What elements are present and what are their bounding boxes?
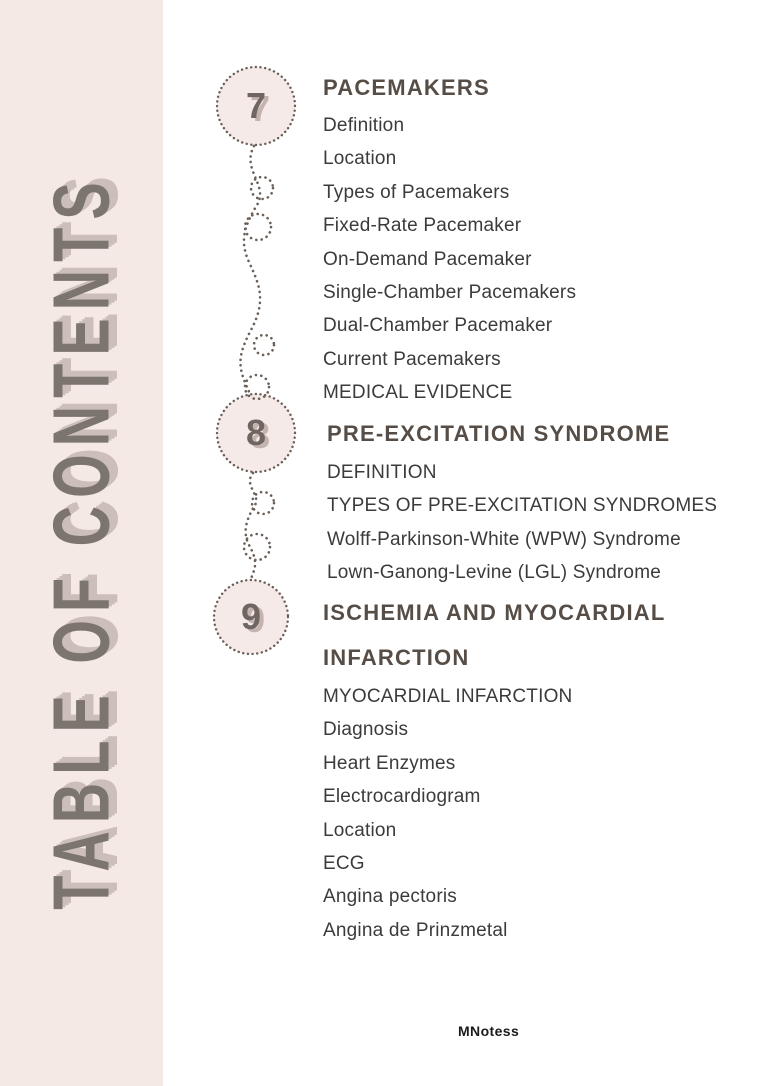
toc-item: Location bbox=[323, 148, 397, 170]
toc-item: Angina pectoris bbox=[323, 886, 457, 908]
toc-item: Lown-Ganong-Levine (LGL) Syndrome bbox=[327, 562, 661, 584]
section-title: ISCHEMIA AND MYOCARDIAL INFARCTION bbox=[323, 600, 666, 670]
toc-item: MYOCARDIAL INFARCTION bbox=[323, 686, 573, 707]
toc-item: Single-Chamber Pacemakers bbox=[323, 282, 577, 304]
section-title: PRE-EXCITATION SYNDROME bbox=[327, 421, 671, 446]
dotted-squiggle-7-8 bbox=[240, 146, 260, 396]
toc-item: Current Pacemakers bbox=[323, 348, 501, 370]
toc-list bbox=[327, 456, 717, 590]
toc-item: TYPES OF PRE-EXCITATION SYNDROMES bbox=[327, 495, 718, 517]
toc-item: Types of Pacemakers bbox=[323, 181, 510, 203]
toc-item: Fixed-Rate Pacemaker bbox=[323, 215, 522, 237]
toc-item: Definition bbox=[323, 115, 405, 136]
toc-list bbox=[323, 109, 576, 410]
toc-item: Heart Enzymes bbox=[323, 752, 456, 774]
sidebar bbox=[0, 0, 163, 1086]
toc-item: Diagnosis bbox=[323, 719, 409, 741]
page-title: TABLE OF CONTENTS bbox=[36, 174, 126, 910]
toc-item: DEFINITION bbox=[327, 462, 437, 483]
squiggle-loop bbox=[251, 177, 273, 199]
toc-item: ECG bbox=[323, 853, 365, 875]
chapter-number-8: 8 bbox=[245, 412, 267, 453]
brand-logo: MNotess bbox=[458, 1023, 520, 1039]
squiggle-loop bbox=[245, 214, 271, 240]
toc-item: Dual-Chamber Pacemaker bbox=[323, 315, 553, 337]
section-pacemakers bbox=[323, 71, 576, 410]
squiggle-loop bbox=[244, 534, 270, 560]
section-ischemia-myocardial-infarction bbox=[323, 590, 743, 947]
dotted-squiggle-8-9 bbox=[246, 473, 257, 581]
squiggle-loop bbox=[254, 335, 274, 355]
toc-list bbox=[323, 680, 743, 947]
toc-item: Electrocardiogram bbox=[323, 786, 481, 808]
toc-item: On-Demand Pacemaker bbox=[323, 248, 532, 270]
toc-item: Location bbox=[323, 819, 397, 841]
section-pre-excitation-syndrome bbox=[327, 417, 717, 590]
chapter-number-9: 9 bbox=[240, 596, 262, 637]
toc-item: Angina de Prinzmetal bbox=[323, 919, 508, 941]
chapter-number-7: 7 bbox=[245, 85, 267, 126]
toc-item: MEDICAL EVIDENCE bbox=[323, 382, 513, 404]
toc-item: Wolff-Parkinson-White (WPW) Syndrome bbox=[327, 528, 681, 550]
section-title: PACEMAKERS bbox=[323, 75, 490, 100]
chapter-connector-graphic bbox=[190, 55, 330, 675]
